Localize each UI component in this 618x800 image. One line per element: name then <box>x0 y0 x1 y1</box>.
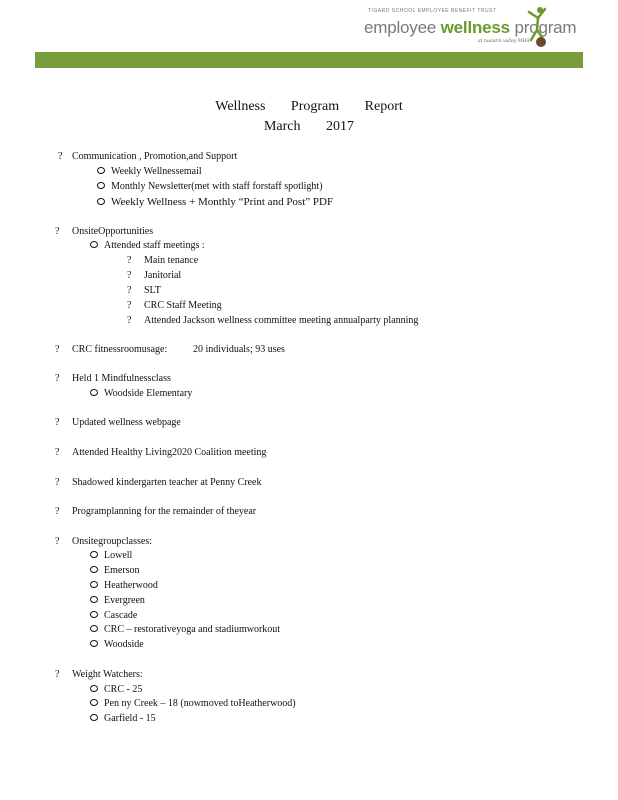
circle-bullet-icon <box>90 699 98 706</box>
circle-bullet-icon <box>97 182 105 189</box>
question-mark: ? <box>55 226 60 237</box>
section-planning: Programplanning for the remainder of theyear <box>72 506 257 517</box>
list-item: Emerson <box>90 565 140 576</box>
circle-bullet-icon <box>90 389 98 396</box>
brand-word-1: employee <box>364 18 437 37</box>
section-coalition: Attended Healthy Living2020 Coalition meeting <box>72 447 267 458</box>
section-shadowed: Shadowed kindergarten teacher at Penny Creek <box>72 477 262 488</box>
header-bar <box>35 52 583 68</box>
question-mark: ? <box>55 477 60 488</box>
circle-bullet-icon <box>90 581 98 588</box>
circle-bullet-icon <box>90 714 98 721</box>
list-item: Heatherwood <box>90 580 158 591</box>
wellness-figure-icon <box>525 6 547 48</box>
question-mark: ? <box>55 669 60 680</box>
list-item: Lowell <box>90 550 132 561</box>
list-item: Attended staff meetings : <box>90 240 205 251</box>
section-mindfulness: Held 1 Mindfulnessclass <box>72 373 171 384</box>
circle-bullet-icon <box>90 551 98 558</box>
question-mark: ? <box>55 536 60 547</box>
section-weightwatchers: Weight Watchers: <box>72 669 143 680</box>
list-item: Woodside Elementary <box>90 388 192 399</box>
circle-bullet-icon <box>90 625 98 632</box>
question-mark: ? <box>55 417 60 428</box>
fitness-usage-value: 20 individuals; 93 uses <box>193 344 285 355</box>
list-item: CRC - 25 <box>90 684 142 695</box>
brand-logo <box>360 6 577 48</box>
section-communication: Communication , Promotion,and Support <box>72 151 238 162</box>
list-item: Woodside <box>90 639 144 650</box>
question-mark: ? <box>127 315 132 326</box>
circle-bullet-icon <box>97 198 105 205</box>
list-item: CRC Staff Meeting <box>144 300 222 311</box>
list-item: Cascade <box>90 610 137 621</box>
org-name: TIGARD SCHOOL EMPLOYEE BENEFIT TRUST <box>368 8 497 14</box>
circle-bullet-icon <box>90 566 98 573</box>
question-mark: ? <box>58 151 63 162</box>
question-mark: ? <box>55 506 60 517</box>
list-item: Evergreen <box>90 595 145 606</box>
list-item: CRC – restorativeyoga and stadiumworkout <box>90 624 280 635</box>
section-onsite: OnsiteOpportunities <box>72 226 154 237</box>
circle-bullet-icon <box>97 167 105 174</box>
brand-word-2: wellness <box>440 18 510 37</box>
circle-bullet-icon <box>90 640 98 647</box>
question-mark: ? <box>127 300 132 311</box>
question-mark: ? <box>127 255 132 266</box>
section-webpage: Updated wellness webpage <box>72 417 181 428</box>
question-mark: ? <box>55 447 60 458</box>
circle-bullet-icon <box>90 611 98 618</box>
brand-word-3: program <box>514 18 577 37</box>
list-item: Attended Jackson wellness committee meeting annualparty planning <box>144 315 419 326</box>
list-item: Janitorial <box>144 270 182 281</box>
circle-bullet-icon <box>90 596 98 603</box>
list-item: Weekly Wellness + Monthly “Print and Post” PDF <box>97 196 333 208</box>
list-item: Pen ny Creek – 18 (nowmoved toHeatherwood) <box>90 698 296 709</box>
question-mark: ? <box>127 270 132 281</box>
list-item: Weekly Wellnessemail <box>97 166 202 177</box>
section-groupclasses: Onsitegroupclasses: <box>72 536 152 547</box>
report-title: Wellness Program Report <box>215 99 403 114</box>
question-mark: ? <box>55 344 60 355</box>
circle-bullet-icon <box>90 241 98 248</box>
section-fitness: CRC fitnessroomusage: <box>72 344 168 355</box>
circle-bullet-icon <box>90 685 98 692</box>
report-date: March 2017 <box>263 119 355 134</box>
list-item: Garfield - 15 <box>90 713 156 724</box>
question-mark: ? <box>55 373 60 384</box>
question-mark: ? <box>127 285 132 296</box>
brand-tagline: at tualatin valley MHA <box>478 39 530 44</box>
list-item: Main tenance <box>144 255 199 266</box>
list-item: Monthly Newsletter(met with staff forstaff spotlight) <box>97 181 323 192</box>
list-item: SLT <box>144 285 161 296</box>
